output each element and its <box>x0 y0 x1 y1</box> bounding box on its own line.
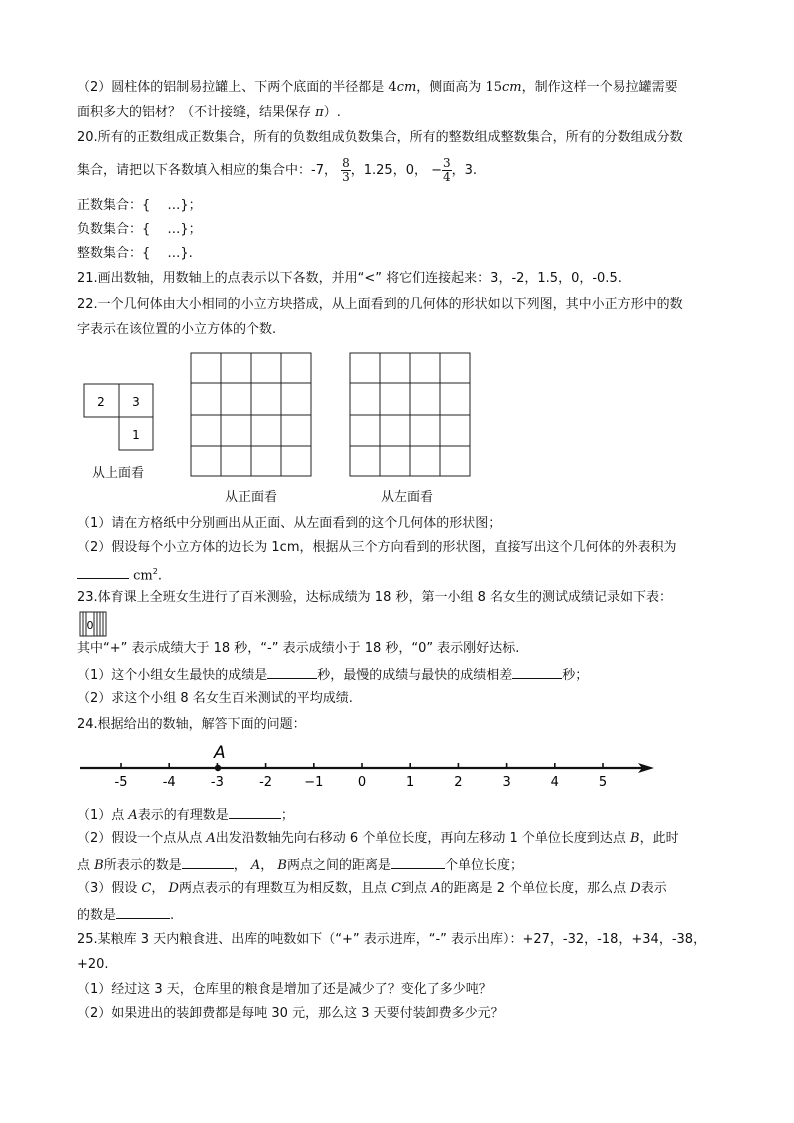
fraction-3-4: $\frac{3}{4}$ <box>443 156 451 184</box>
q24-part-2-line-2: 点 B所表示的数是 ， A， B两点之间的距离是 个单位长度； <box>77 855 523 875</box>
answer-blank-a-value[interactable] <box>229 805 281 819</box>
number-line <box>72 738 662 800</box>
q25-part-2: （2）如果进出的装卸费都是每吨 30 元，那么这 3 天要付装卸费多少元？ <box>77 1006 504 1021</box>
tick-label: 4 <box>550 775 559 790</box>
left-view-grid[interactable] <box>349 352 473 478</box>
tick-label: 0 <box>357 775 367 790</box>
fraction-8-3: $\frac{8}{3}$ <box>342 156 350 184</box>
answer-blank-fastest[interactable] <box>267 665 317 679</box>
q20-line-1: 20.所有的正数组成正数集合，所有的负数组成负数集合，所有的整数组成整数集合，所有的分数组成分数 <box>77 130 683 145</box>
set-positive: 正数集合：{ …}； <box>77 198 202 213</box>
q21-text: 21.画出数轴，用数轴上的点表示以下各数，并用“<” 将它们连接起来：3，-2，1.5，0，-0.5. <box>77 271 622 286</box>
set-negative: 负数集合：{ …}； <box>77 222 202 237</box>
q22-answer-line: $cm^2$. <box>77 563 162 585</box>
q19-line-1: （2）圆柱体的铝制易拉罐上、下两个底面的半径都是 4cm，侧面高为 15cm，制作这样一个易拉罐需要 <box>77 80 678 95</box>
q24-part-1: （1）点 A表示的有理数是 ； <box>77 805 294 825</box>
tick-label: 1 <box>406 775 415 790</box>
q25-line-2: +20. <box>77 957 109 972</box>
caption-top-view: 从上面看 <box>92 466 145 481</box>
tick-label: -5 <box>114 775 128 790</box>
q24-part-3-line-1: （3）假设 C， D两点表示的有理数互为相反数，且点 C到点 A的距离是 2 个单位长度，那么点 D表示 <box>77 881 667 896</box>
score-table-image <box>79 611 109 638</box>
set-integer: 整数集合：{ …}. <box>77 246 193 261</box>
q23-line-1: 23.体育课上全班女生进行了百米测验，达标成绩为 18 秒，第一小组 8 名女生的测试成绩记录如下表： <box>77 590 673 605</box>
caption-front-view: 从正面看 <box>225 490 278 505</box>
answer-blank-ab-distance[interactable] <box>391 855 445 869</box>
caption-left-view: 从左面看 <box>381 490 434 505</box>
q22-line-1: 22.一个几何体由大小相同的小立方块搭成，从上面看到的几何体的形状如以下列图，其中小正方形中的数 <box>77 297 683 312</box>
answer-blank-d-value[interactable] <box>116 905 170 919</box>
answer-blank-surface-area[interactable] <box>77 565 129 579</box>
q24-part-2-line-1: （2）假设一个点从点 A出发沿数轴先向右移动 6 个单位长度，再向左移动 1 个单位长度到达点 B，此时 <box>77 831 679 846</box>
tick-label: 5 <box>598 775 608 790</box>
q23-part-2: （2）求这个小组 8 名女生百米测试的平均成绩. <box>77 691 353 706</box>
point-a-marker <box>215 765 221 771</box>
top-view-figure <box>82 382 158 454</box>
top-view-cell-2: 3 <box>132 395 140 409</box>
tick-label: -2 <box>259 775 273 790</box>
q24-line-1: 24.根据给出的数轴，解答下面的问题： <box>77 717 306 732</box>
front-view-grid[interactable] <box>190 352 314 478</box>
q25-part-1: （1）经过这 3 天，仓库里的粮食是增加了还是减少了？变化了多少吨？ <box>77 982 492 997</box>
tick-label: 3 <box>502 775 511 790</box>
q19-line-2: 面积多大的铝材？（不计接缝，结果保存 π）. <box>77 105 341 120</box>
answer-blank-b-value[interactable] <box>182 855 234 869</box>
answer-blank-difference[interactable] <box>512 665 562 679</box>
point-a-label: A <box>214 743 226 763</box>
q23-part-1: （1）这个小组女生最快的成绩是 秒，最慢的成绩与最快的成绩相差 秒； <box>77 665 588 685</box>
q24-part-3-line-2: 的数是 . <box>77 905 174 925</box>
q20-line-2: 集合，请把以下各数填入相应的集合中：-7， $\frac{8}{3}$ ，1.25，0， − $\frac{3}{4}$ ，3. <box>77 156 478 184</box>
top-view-cell-1: 2 <box>97 395 105 409</box>
top-view-cell-3: 1 <box>132 428 140 442</box>
score-table-cell: 0 <box>86 619 94 632</box>
q22-part-1: （1）请在方格纸中分别画出从正面、从左面看到的这个几何体的形状图； <box>77 516 502 531</box>
q25-line-1: 25.某粮库 3 天内粮食进、出库的吨数如下（“+” 表示进库，“-” 表示出库）：+27，-32，-18，+34，-38， <box>77 932 707 947</box>
tick-label: 2 <box>454 775 463 790</box>
tick-label: −1 <box>304 775 324 790</box>
q22-line-2: 字表示在该位置的小立方体的个数. <box>77 322 277 337</box>
tick-label: -4 <box>162 775 176 790</box>
tick-label: -3 <box>210 775 224 790</box>
q23-line-2: 其中“+” 表示成绩大于 18 秒，“-” 表示成绩小于 18 秒，“0” 表示刚好达标. <box>77 641 520 656</box>
q22-part-2: （2）假设每个小立方体的边长为 1cm，根据从三个方向看到的形状图，直接写出这个几何体的外表积为 <box>77 540 677 555</box>
